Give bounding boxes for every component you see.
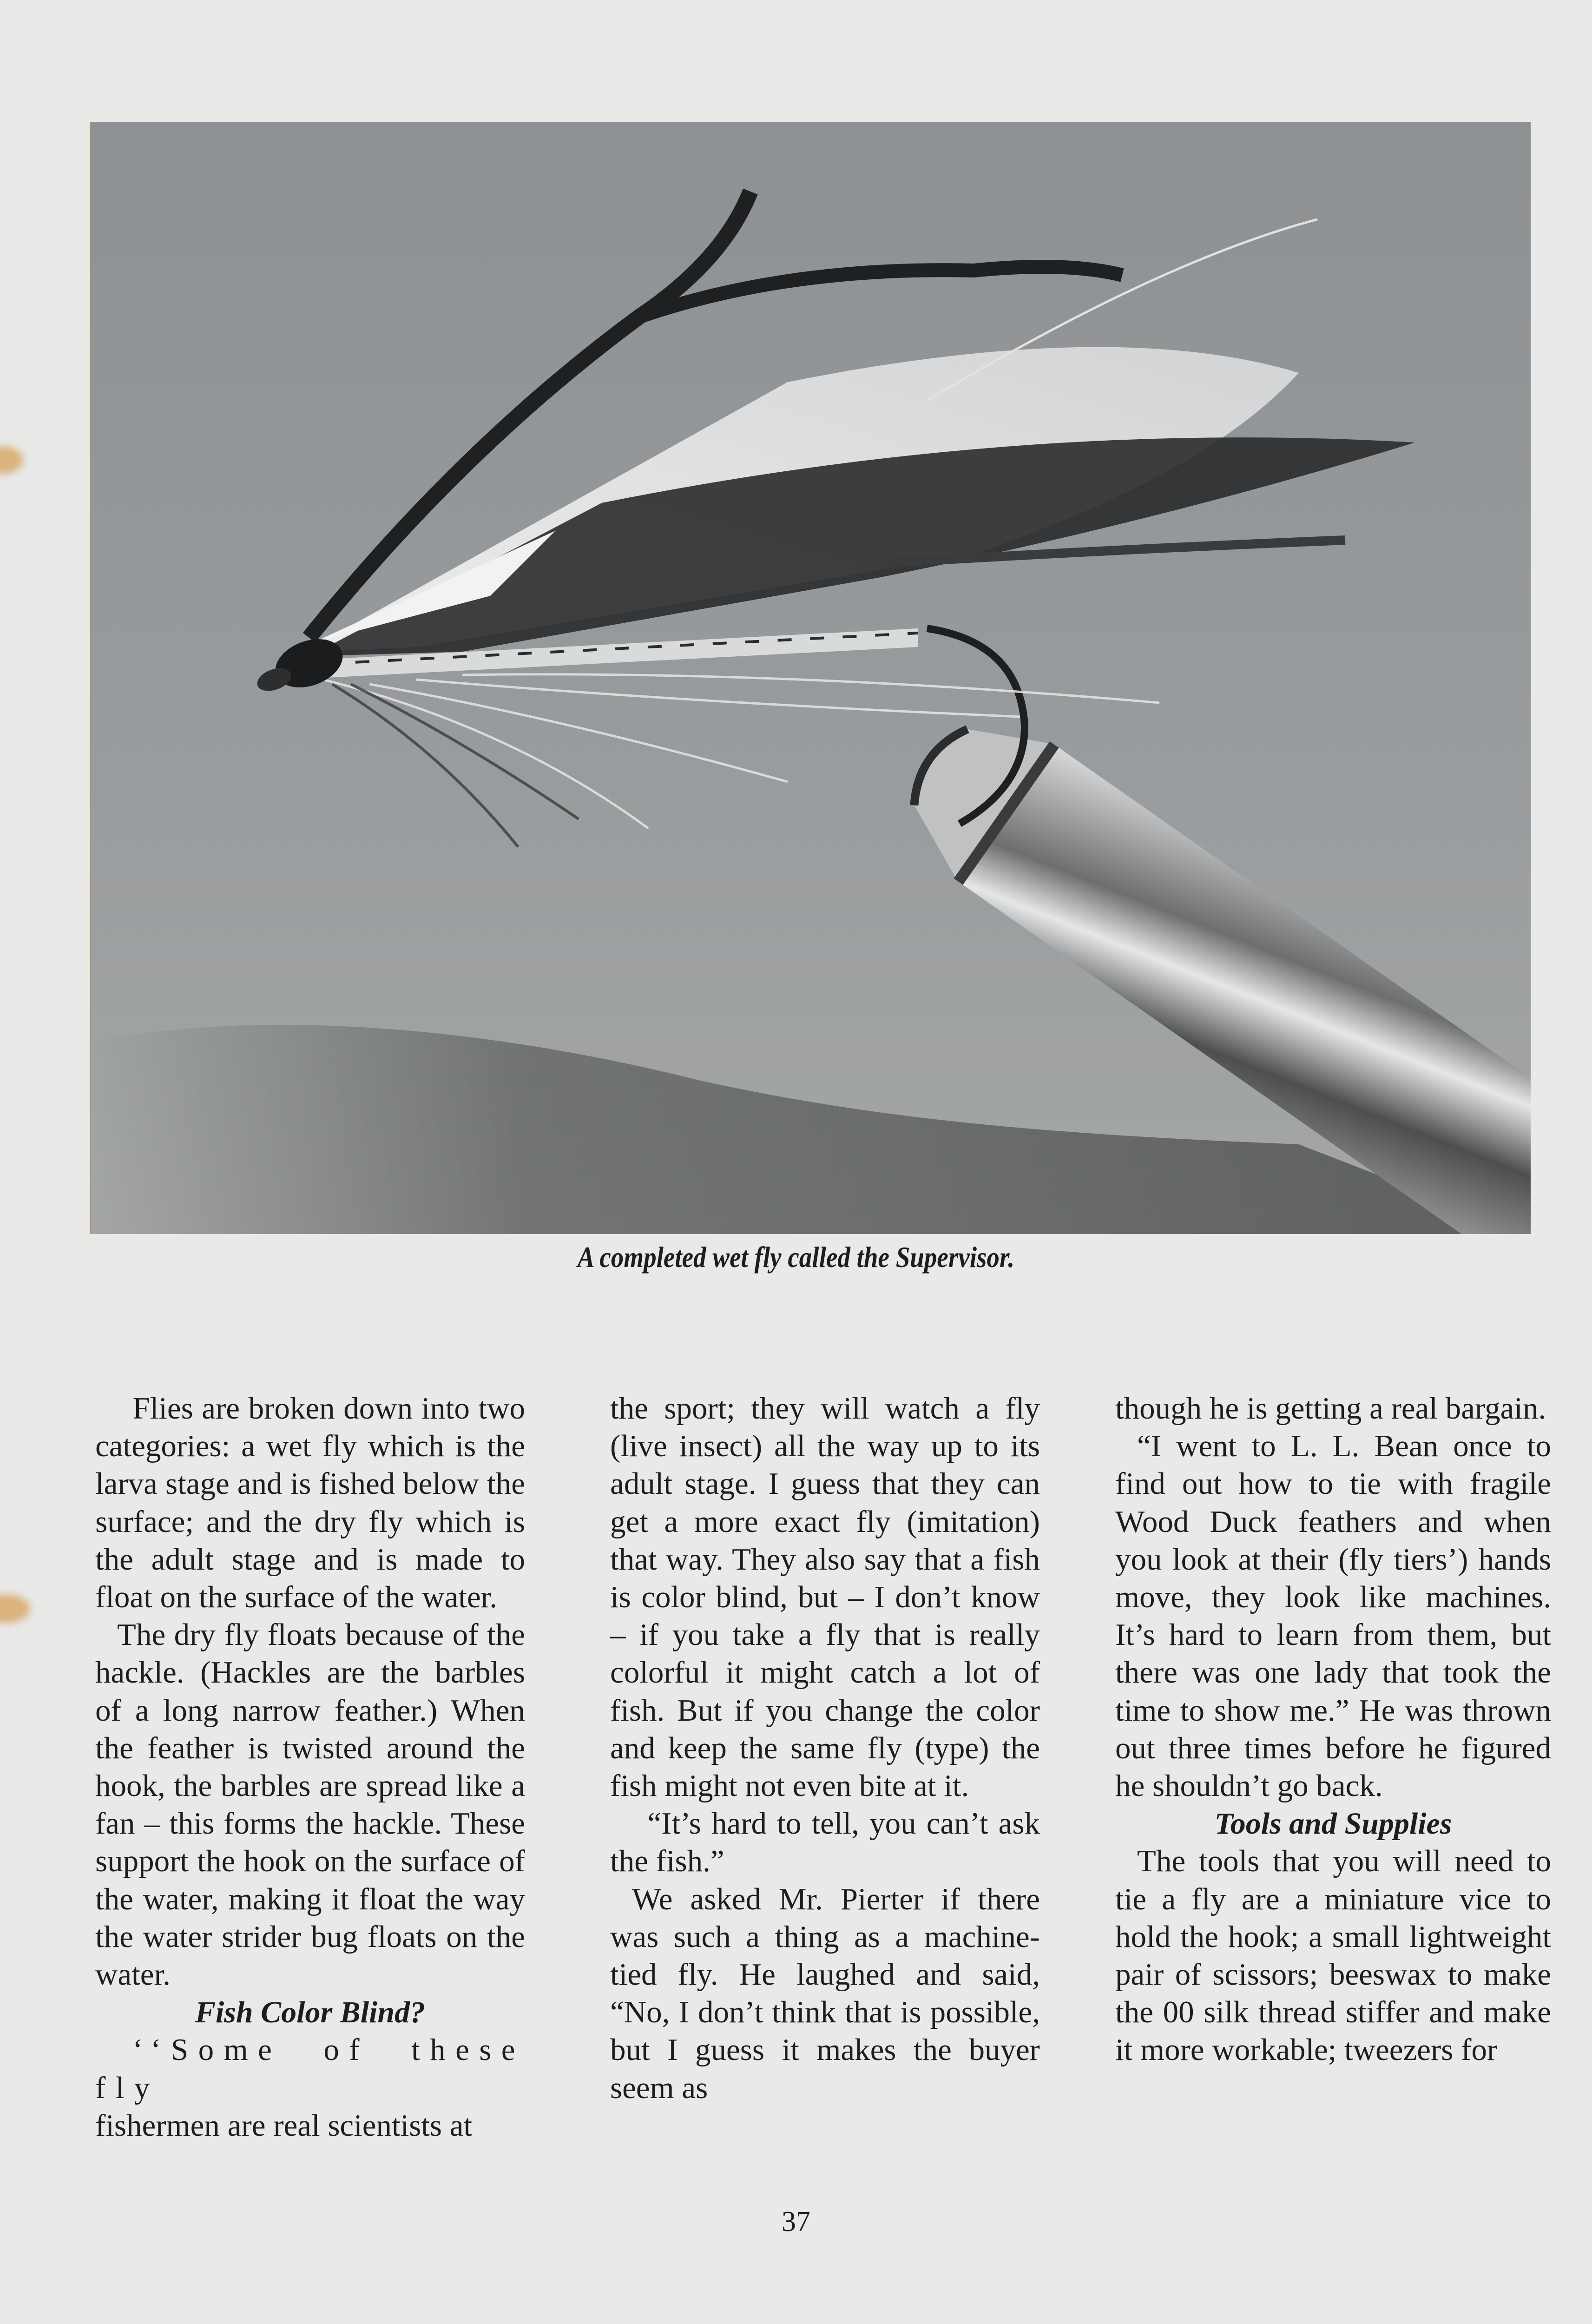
- article-column-2: [610, 1390, 1040, 2107]
- section-heading-tools-and-supplies: Tools and Supplies: [1214, 1807, 1452, 1841]
- paragraph: We asked Mr. Pierter if there was such a thing as a machine-tied fly. He laughed and said, “No, I don’t think that is possible, but I guess it makes the buyer seem as: [610, 1882, 1040, 2105]
- figure-caption: A completed wet fly called the Supervisor.: [577, 1241, 1015, 1274]
- paragraph: “I went to L. L. Bean once to find out how to tie with fragile Wood Duck feathers and when you look at their (fly tiers’) hands move, they look like machines. It’s hard to learn from them, but there was one lady that took the time to show me.” He was thrown out three times before he figured he shouldn’t go back.: [1115, 1429, 1551, 1803]
- paragraph: “It’s hard to tell, you can’t ask the fish.”: [610, 1806, 1040, 1879]
- article-column-3: [1115, 1390, 1551, 2069]
- paper-stain: [0, 446, 23, 474]
- page-number: 37: [782, 2206, 810, 2238]
- paper-stain: [0, 1594, 30, 1623]
- section-heading-fish-color-blind: Fish Color Blind?: [195, 1995, 426, 2030]
- fly-in-vise-illustration: [91, 122, 1531, 1234]
- paragraph: ‘‘Some of these fly: [95, 2033, 525, 2105]
- wet-fly-photograph: [90, 122, 1531, 1234]
- paragraph: the sport; they will watch a fly (live insect) all the way up to its adult stage. I guess that they can get a more exact fly (imitation) that way. They also say that a fish is color blind, but – I don’t know – if you take a fly that is really colorful it might catch a lot of fish. But if you change the color and keep the same fly (type) the fish might not even bite at it.: [610, 1391, 1040, 1803]
- paragraph: The tools that you will need to tie a fly are a miniature vice to hold the hook; a small lightweight pair of scissors; beeswax to make the 00 silk thread stiffer and make it more workable; tweezers for: [1115, 1844, 1551, 2067]
- paragraph: The dry fly floats because of the hackle. (Hackles are the barbles of a long narrow feather.) When the feather is twisted around the hook, the barbles are spread like a fan – this forms the hackle. These support the hook on the surface of the water, making it float the way the water strider bug floats on the water.: [95, 1618, 525, 1992]
- paragraph: Flies are broken down into two categories: a wet fly which is the larva stage and is fished below the surface; and the dry fly which is the adult stage and is made to float on the surface of the water.: [95, 1391, 525, 1615]
- paragraph: though he is getting a real bargain.: [1115, 1391, 1546, 1426]
- paragraph: fishermen are real scientists at: [95, 2108, 473, 2143]
- article-column-1: [95, 1390, 525, 2145]
